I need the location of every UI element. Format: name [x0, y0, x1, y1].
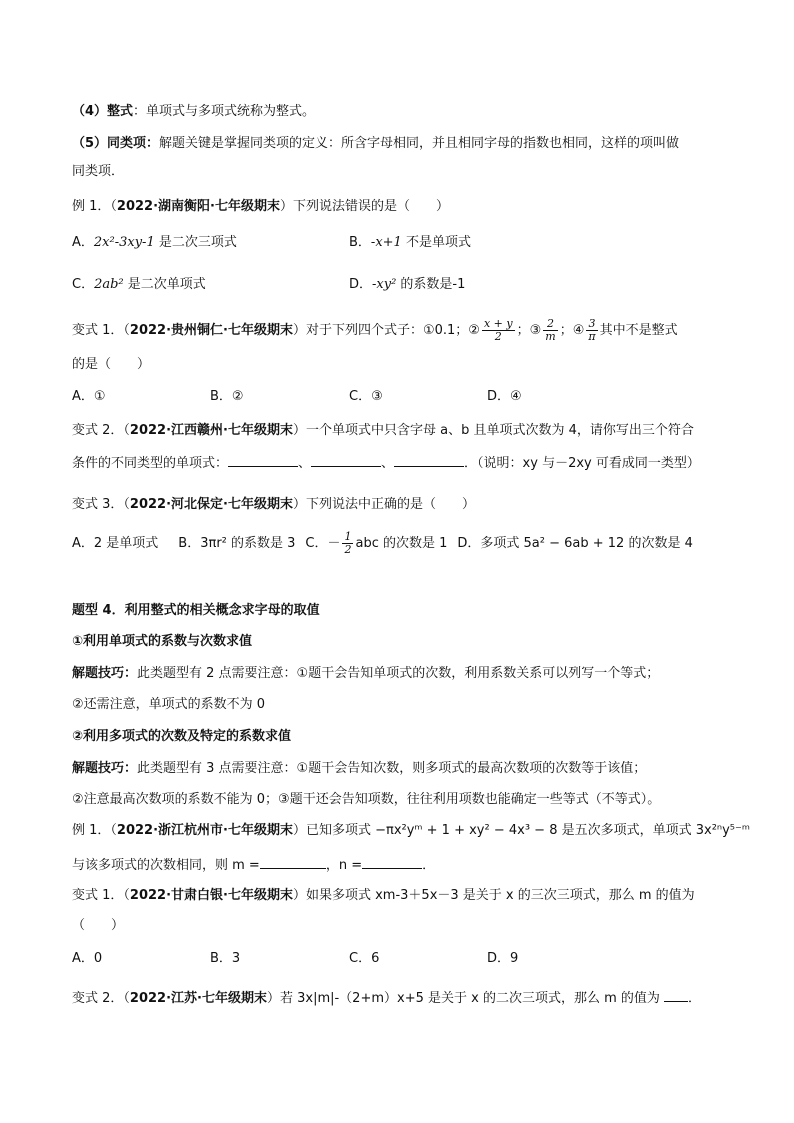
option-c-expr: 2ab² [94, 277, 124, 292]
option-d-text: 的系数是-1 [396, 277, 466, 292]
variant-1-source: 2022·贵州铜仁·七年级期末 [129, 323, 293, 338]
variant-1-tail: 其中不是整式 [599, 323, 678, 338]
variant-3-option-a: A．2 是单项式 [72, 536, 159, 551]
tip-2-label: 解题技巧： [72, 761, 138, 776]
variant-1b-option-b: B．3 [210, 951, 241, 966]
example-1b-cont-c: ． [422, 858, 436, 873]
variant-1-sep-1: ；③ [516, 323, 542, 338]
variant-1-cont: 的是（ ） [72, 357, 151, 372]
fraction-3-num: 3 [586, 318, 597, 331]
topic-4-tip-2 [72, 760, 734, 778]
option-d-expr: -xy² [372, 277, 397, 292]
tip-2-text: 此类题型有 3 点需要注意：①题干会告知次数，则多项式的最高次数项的次数等于该值； [137, 761, 647, 776]
fraction-3 [586, 318, 597, 343]
definition-4 [72, 103, 734, 121]
answer-blank-m[interactable] [260, 854, 326, 869]
definition-5-label: （5）同类项： [72, 136, 160, 151]
example-1-stem [72, 198, 734, 216]
definition-4-label: （4）整式 [72, 104, 134, 119]
tip-1-label: 解题技巧： [72, 666, 138, 681]
fraction-1-num: x + y [483, 317, 513, 330]
topic-4-tip-2-cont: ②注意最高次数项的系数不能为 0；③题干还会告知项数，往往利用项数也能确定一些等式（不等式）。 [72, 792, 661, 807]
example-1-option-b [349, 234, 471, 252]
answer-blank-1[interactable] [228, 452, 298, 467]
fraction-3-den: π [588, 330, 596, 343]
variant-1-option-c: C．③ [349, 389, 383, 404]
variant-1b-source: 2022·甘肃白银·七年级期末 [129, 888, 293, 903]
example-1-prefix: 例 1．（ [72, 199, 117, 214]
fraction-half-den: 2 [344, 543, 352, 556]
answer-blank-2[interactable] [311, 452, 381, 467]
variant-2-prefix: 变式 2．（ [72, 423, 130, 438]
definition-5-text: 解题关键是掌握同类项的定义：所含字母相同，并且相同字母的指数也相同，这样的项叫做 [159, 136, 680, 151]
example-1-option-a [72, 234, 237, 252]
fraction-2-num: 2 [543, 318, 557, 331]
variant-1-option-b: B．② [210, 389, 244, 404]
variant-1b-question: ）如果多项式 xm-3＋5x－3 是关于 x 的三次三项式，那么 m 的值为 [292, 888, 695, 903]
variant-2b-end: ． [688, 991, 702, 1006]
fraction-2-den: m [545, 330, 556, 343]
topic-4-tip-1-cont: ②还需注意，单项式的系数不为 0 [72, 697, 266, 712]
variant-1-prefix: 变式 1．（ [72, 323, 130, 338]
topic-4-tip-1 [72, 665, 734, 683]
example-1b-source: 2022·浙江杭州市·七年级期末 [116, 823, 293, 838]
example-1-source: 2022·湖南衡阳·七年级期末 [116, 199, 280, 214]
variant-2-stem [72, 422, 734, 440]
definition-5 [72, 135, 734, 153]
example-1b-cont [72, 854, 734, 875]
fraction-2 [543, 318, 557, 343]
variant-3-stem [72, 496, 734, 514]
tip-1-text: 此类题型有 2 点需要注意：①题干会告知单项式的次数，利用系数关系可以列写一个等式； [137, 666, 660, 681]
topic-4-title: 题型 4．利用整式的相关概念求字母的取值 [72, 603, 320, 618]
example-1-question: ）下列说法错误的是（ ） [279, 199, 449, 214]
variant-1b-stem [72, 887, 734, 905]
answer-blank-n[interactable] [362, 854, 422, 869]
option-d-label: D． [349, 277, 373, 292]
variant-2-source: 2022·江西赣州·七年级期末 [129, 423, 293, 438]
variant-1-sep-2: ；④ [559, 323, 585, 338]
fraction-half [342, 531, 353, 556]
variant-2-cont-text: 条件的不同类型的单项式： [72, 456, 229, 471]
variant-2-question: ）一个单项式中只含字母 a、b 且单项式次数为 4，请你写出三个符合 [292, 423, 694, 438]
example-1b-cont-a: 与该多项式的次数相同，则 m = [72, 858, 260, 873]
variant-3-option-d: D．多项式 5a² − 6ab + 12 的次数是 4 [457, 536, 693, 551]
blank-separator-2: 、 [381, 456, 395, 471]
variant-1-option-a: A．① [72, 389, 106, 404]
option-a-label: A． [72, 235, 94, 250]
fraction-1 [482, 318, 515, 343]
variant-3-question: ）下列说法中正确的是（ ） [292, 497, 475, 512]
variant-3-option-c-label: C．－ [305, 536, 341, 551]
option-b-label: B． [349, 235, 371, 250]
variant-2-cont [72, 452, 734, 473]
variant-3-option-b: B．3πr² 的系数是 3 [178, 536, 296, 551]
answer-blank-3[interactable] [394, 452, 464, 467]
definition-4-text: ：单项式与多项式统称为整式。 [133, 104, 316, 119]
topic-4-subtitle-2: ②利用多项式的次数及特定的系数求值 [72, 729, 292, 744]
option-a-expr: 2x²-3xy-1 [93, 235, 155, 250]
variant-3-option-c-text: abc 的次数是 1 [355, 536, 448, 551]
variant-2b-stem [72, 987, 734, 1008]
variant-1b-option-c: C．6 [349, 951, 380, 966]
variant-2b-question: ）若 3x|m|-（2+m）x+5 是关于 x 的二次三项式，那么 m 的值为 [266, 991, 665, 1006]
option-c-text: 是二次单项式 [123, 277, 206, 292]
example-1b-question: ）已知多项式 −πx²yᵐ + 1 + xy² − 4x³ − 8 是五次多项式，单项式 3x²ⁿy⁵⁻ᵐ [292, 823, 750, 838]
option-b-expr: -x+1 [370, 235, 402, 250]
variant-3-prefix: 变式 3．（ [72, 497, 130, 512]
variant-2b-prefix: 变式 2．（ [72, 991, 130, 1006]
variant-1-option-d: D．④ [487, 389, 522, 404]
variant-1b-option-a: A．0 [72, 951, 103, 966]
variant-2b-source: 2022·江苏·七年级期末 [129, 991, 267, 1006]
example-1b-cont-b: ，n = [325, 858, 363, 873]
option-b-text: 不是单项式 [401, 235, 471, 250]
topic-4-subtitle-1: ①利用单项式的系数与次数求值 [72, 634, 253, 649]
example-1b-prefix: 例 1．（ [72, 823, 117, 838]
variant-3-source: 2022·河北保定·七年级期末 [129, 497, 293, 512]
example-1-option-c [72, 276, 206, 294]
example-1-option-d [349, 276, 465, 294]
variant-1-stem [72, 318, 734, 343]
option-a-text: 是二次三项式 [154, 235, 237, 250]
variant-1-question: ）对于下列四个式子：①0.1；② [292, 323, 480, 338]
fraction-half-num: 1 [344, 530, 352, 543]
variant-1b-cont: （ ） [72, 918, 125, 933]
definition-5-cont: 同类项． [72, 164, 125, 179]
option-c-label: C． [72, 277, 95, 292]
variant-1b-prefix: 变式 1．（ [72, 888, 130, 903]
blank-separator-1: 、 [298, 456, 312, 471]
fraction-1-den: 2 [494, 330, 502, 343]
variant-1b-option-d: D．9 [487, 951, 519, 966]
variant-2-note: ．（说明：xy 与－2xy 可看成同一类型） [464, 456, 700, 471]
answer-blank-m-value[interactable] [664, 987, 688, 1002]
example-1b-stem [72, 822, 750, 840]
variant-3-options [72, 531, 734, 556]
